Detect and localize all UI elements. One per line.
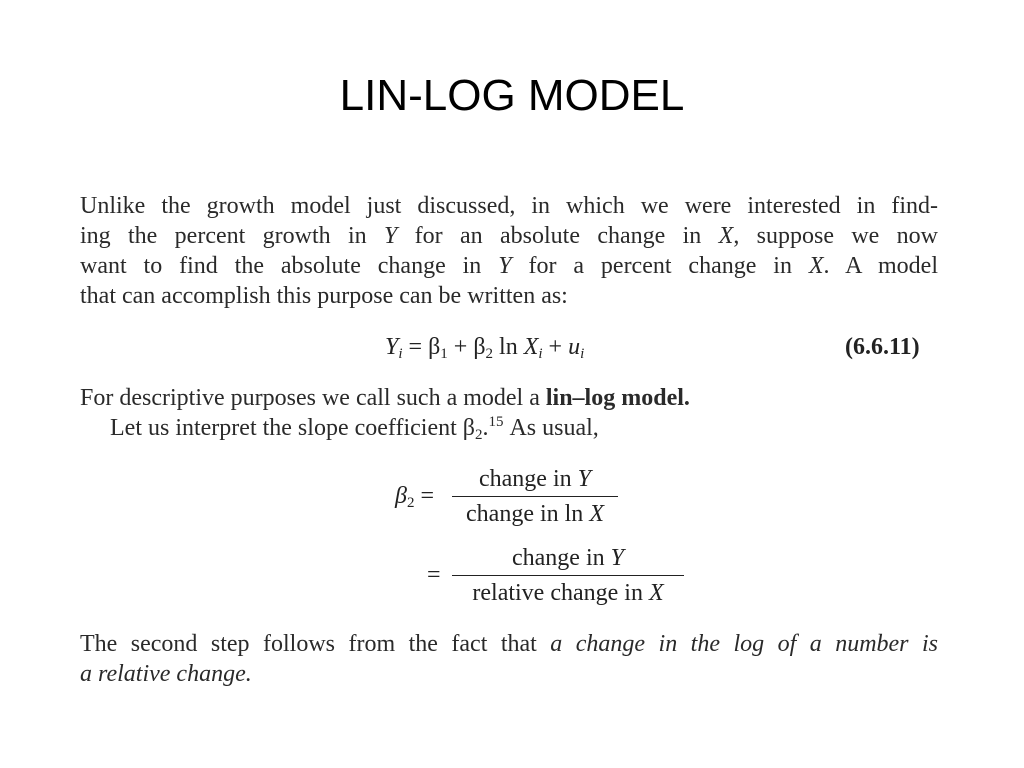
conclusion-line-1: The second step follows from the fact that a change in the log of a number is bbox=[80, 631, 938, 657]
equation-lin-log-model: $Y_i = \beta_1 + \beta_2$ $\ln X_i + u_i$ bbox=[385, 334, 585, 362]
conclusion-line-2: a relative change. bbox=[80, 661, 252, 687]
slope-lhs: $\beta_2$ = bbox=[395, 483, 434, 511]
fraction-2-denominator: relative change in X bbox=[472, 580, 664, 606]
slope-fraction-1 bbox=[452, 464, 618, 529]
fraction-1-denominator: change in ln X bbox=[466, 501, 604, 527]
descriptive-line-2: Let us interpret the slope coefficient $\beta_2.^{15}$ As usual, bbox=[110, 414, 599, 443]
slope-equals-2: = bbox=[427, 562, 441, 588]
descriptive-line-1: For descriptive purposes we call such a model a lin–log model. bbox=[80, 385, 690, 411]
slide-title: LIN-LOG MODEL bbox=[339, 71, 685, 120]
intro-line-2: ing the percent growth in Y for an absolute change in X, suppose we now bbox=[80, 223, 939, 249]
conclusion-paragraph bbox=[80, 629, 938, 689]
fraction-1-numerator: change in Y bbox=[479, 466, 591, 492]
descriptive-paragraph bbox=[80, 383, 938, 443]
slope-fraction-2 bbox=[452, 543, 684, 608]
fraction-2-numerator: change in Y bbox=[512, 545, 624, 571]
intro-line-1: Unlike the growth model just discussed, in which we were interested in find- bbox=[80, 193, 938, 219]
footnote-marker: 15 bbox=[488, 414, 504, 430]
equation-number: (6.6.11) bbox=[845, 334, 920, 360]
intro-paragraph bbox=[80, 191, 938, 311]
intro-line-3: want to find the absolute change in Y for a percent change in X. A model bbox=[80, 253, 939, 279]
intro-line-4: that can accomplish this purpose can be written as: bbox=[80, 283, 568, 309]
lin-log-term: lin–log model. bbox=[545, 385, 690, 411]
